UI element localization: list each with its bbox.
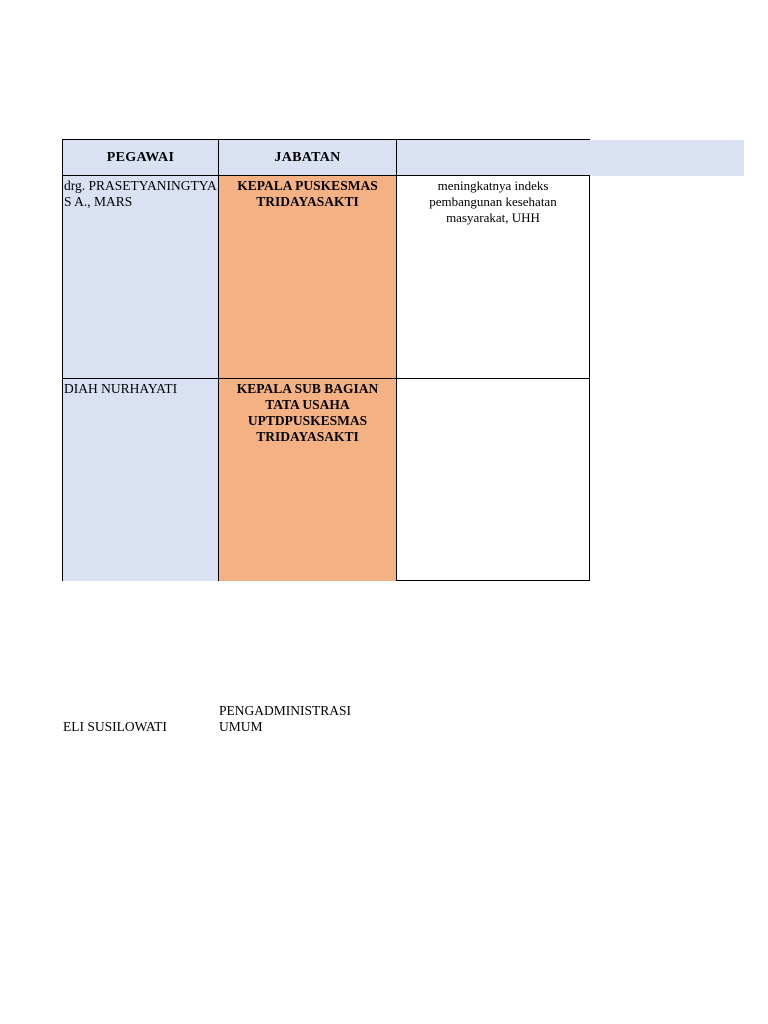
row1-pegawai: drg. PRASETYANINGTYAS A., MARS [62, 175, 218, 378]
extra-jabatan: PENGADMINISTRASI UMUM [219, 703, 352, 734]
row1-indikator: meningkatnya indeks pembangunan kesehatan masyarakat, UHH [396, 175, 590, 378]
row2-jabatan: KEPALA SUB BAGIAN TATA USAHA UPTDPUSKESMAS TRIDAYASAKTI [218, 378, 396, 581]
employee-table [62, 139, 590, 581]
row1-jabatan: KEPALA PUSKESMAS TRIDAYASAKTI [218, 175, 396, 378]
extra-pegawai: ELI SUSILOWATI [63, 719, 167, 734]
header-pegawai: PEGAWAI [62, 139, 218, 175]
header-indikator [396, 139, 590, 175]
header-strip-extension [589, 140, 744, 176]
row2-indikator [396, 378, 590, 581]
header-jabatan: JABATAN [218, 139, 396, 175]
row2-pegawai: DIAH NURHAYATI [62, 378, 218, 581]
